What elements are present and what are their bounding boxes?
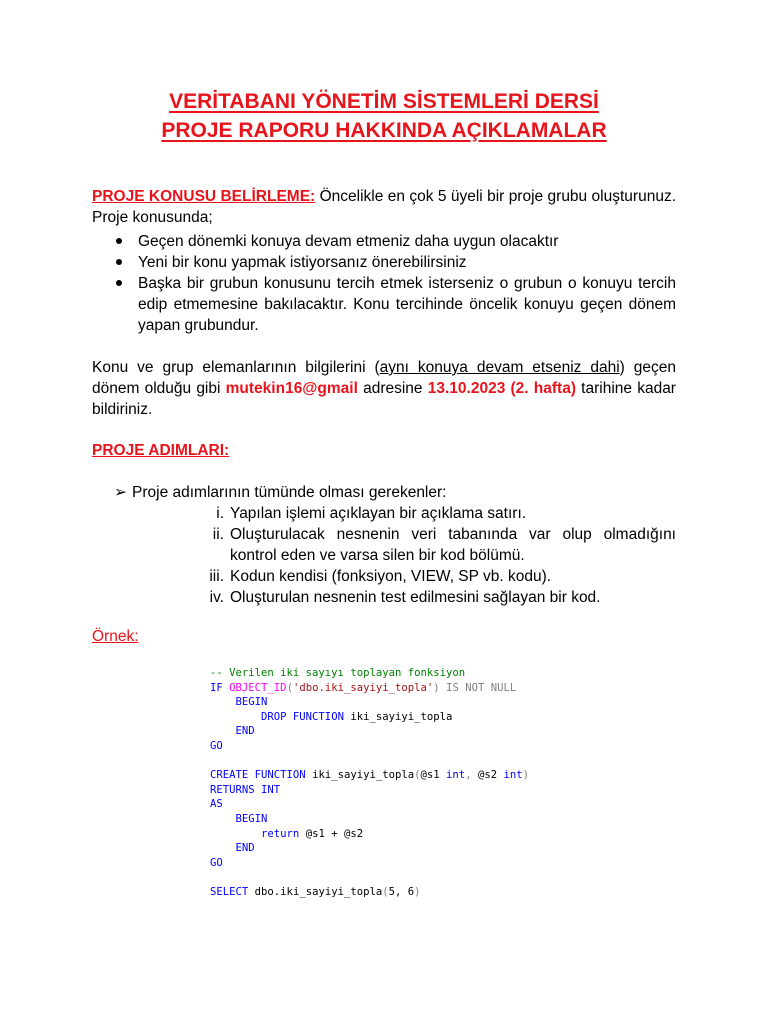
step-item [200,566,676,587]
step-text: Oluşturulan nesnenin test edilmesini sağlayan bir kod. [230,589,601,606]
step-item [200,503,676,524]
document-title-line2: PROJE RAPORU HAKKINDA AÇIKLAMALAR [161,119,607,142]
notice-text: ) geçen dönem olduğu gibi [92,359,676,397]
section2-heading-line [92,440,676,461]
step-text: Yapılan işlemi açıklayan bir açıklama satırı. [230,505,527,522]
step-number: ii. [212,526,224,543]
deadline-date: 13.10.2023 (2. hafta) [427,380,576,397]
example-label: Örnek: [92,628,139,645]
step-text: Kodun kendisi (fonksiyon, VIEW, SP vb. kodu). [230,568,552,585]
step-number: iv. [209,589,224,606]
topic-bullet-list [92,231,676,336]
email-address: mutekin16@gmail [225,380,358,397]
notice-underlined-text: aynı konuya devam etseniz dahi [379,359,620,376]
code-comment: -- Verilen iki sayıyı toplayan fonksiyon [210,667,466,679]
section1-heading: PROJE KONUSU BELİRLEME: [92,188,316,205]
section1-intro-text: Öncelikle en çok 5 üyeli bir proje grubu oluşturunuz. Proje konusunda; [92,188,676,226]
notice-text: tarihine kadar bildiriniz. [92,380,676,418]
arrow-list-item [114,482,446,503]
step-number: iii. [209,568,224,585]
step-item [200,587,676,608]
steps-list [200,503,676,608]
notice-text: adresine [357,380,428,397]
section1-intro-paragraph [92,186,676,228]
arrow-bullet-icon: ➢ [114,484,127,501]
bullet-item: Yeni bir konu yapmak istiyorsanız önerebilirsiniz [92,252,676,273]
arrow-item-text: Proje adımlarının tümünde olması gerekenler: [132,484,447,501]
sql-code-block: -- Verilen iki sayıyı toplayan fonksiyon IF OBJECT_ID('dbo.iki_sayiyi_topla') IS NOT NULL BEGIN DROP FUNCTION iki_sayiyi_topla END GO CREATE FUNCTION iki_sayiyi_topla(@s1 int, @s2 int) RETURNS INT AS BEGIN return @s1 + @s2 END GO SELECT dbo.iki_sayiyi_topla(5, 6) [210,667,530,898]
step-text: Oluşturulacak nesnenin veri tabanında var olup olmadığını kontrol eden ve varsa silen bir kod bölümü. [230,526,676,564]
step-number: i. [216,505,224,522]
notice-text: Konu ve grup elemanlarının bilgilerini ( [92,359,380,376]
notice-paragraph [92,357,676,420]
bullet-item: Başka bir grubun konusunu tercih etmek isterseniz o grubun o konuyu tercih edip etmemesine bakılacaktır. Konu tercihinde öncelik konuyu geçen dönem yapan grubundur. [92,273,676,336]
section2-heading: PROJE ADIMLARI: [92,442,230,459]
step-item [200,524,676,566]
document-title-line1: VERİTABANI YÖNETİM SİSTEMLERİ DERSİ [169,90,599,113]
bullet-item: Geçen dönemki konuya devam etmeniz daha uygun olacaktır [92,231,676,252]
